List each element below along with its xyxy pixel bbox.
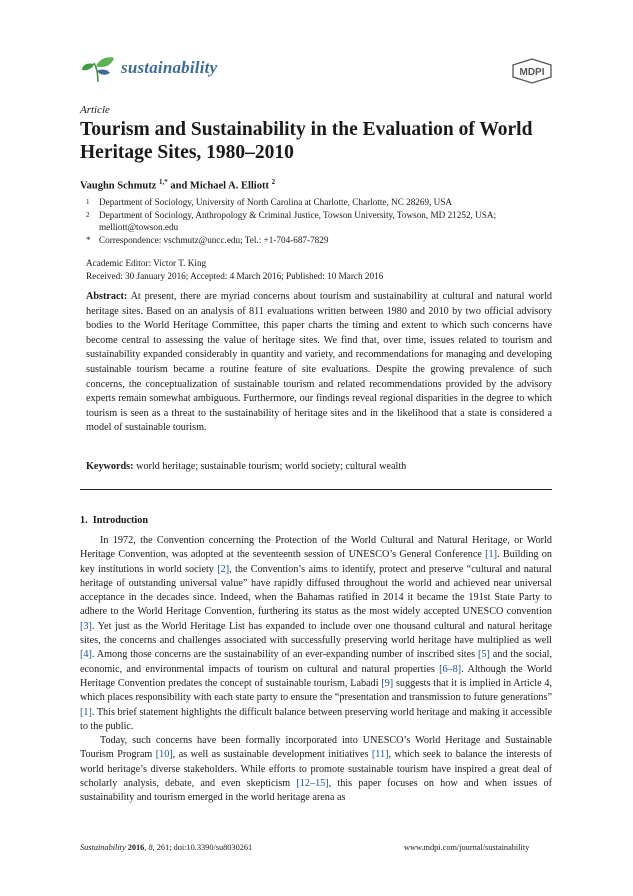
- author-conjunction: and: [167, 180, 190, 192]
- footer-doi: , 261; doi:10.3390/su8030261: [152, 843, 253, 852]
- keywords-label: Keywords:: [86, 461, 134, 472]
- section-heading: 1. Introduction: [80, 515, 149, 526]
- citation-link[interactable]: [4]: [80, 649, 92, 661]
- citation-link[interactable]: [3]: [80, 620, 92, 632]
- citation-link[interactable]: [6–8]: [439, 663, 462, 675]
- citation-link[interactable]: [5]: [478, 649, 490, 661]
- divider: [80, 489, 552, 490]
- citation-link[interactable]: [2]: [217, 563, 230, 575]
- author-marks: 2: [271, 178, 276, 186]
- keywords-text: world heritage; sustainable tourism; world society; cultural wealth: [133, 461, 407, 472]
- text-run: . Building on key institutions in world society: [80, 549, 552, 575]
- text-run: . This brief statement highlights the difficult balance between preserving world heritage and making it accessible to the public.: [80, 706, 552, 732]
- paper-title: Tourism and Sustainability in the Evaluation of World Heritage Sites, 1980–2010: [80, 119, 533, 163]
- text-run: suggests that it is implied in Article 4, which places responsibility with each state party to ensure the “presentation and transmission to future generations”: [80, 677, 552, 704]
- author-name: Michael A. Elliott: [189, 180, 269, 192]
- citation-link[interactable]: [11]: [371, 749, 389, 761]
- text-run: . Although the World Heritage Convention predates the concept of sustainable tourism, Labadi: [80, 663, 552, 689]
- abstract-label: Abstract:: [86, 291, 128, 302]
- text-run: , the Convention’s aims to identify, protect and preserve “cultural and natural heritage of outstanding universal value” have rapidly diffused throughout the world and achieved near universal acceptance in the decades since. Indeed, when the Bahamas ratified in 2014 it became the 191st State Party to adhere to the World Heritage Convention, furthering its status as the most widely accepted UNESCO convention: [80, 563, 552, 618]
- affiliation-number: *: [86, 234, 91, 245]
- citation-link[interactable]: [9]: [381, 677, 394, 689]
- affiliation-text: Department of Sociology, University of North Carolina at Charlotte, Charlotte, NC 28269, USA: [99, 197, 453, 207]
- journal-logo-icon: [80, 54, 116, 84]
- article-type: Article: [80, 104, 110, 116]
- affiliations: [86, 196, 556, 246]
- text-run: and the social, economic, and environmental impacts of tourism on cultural and natural properties: [80, 649, 552, 675]
- article-meta: [86, 257, 383, 282]
- affiliation-number: 1: [86, 198, 90, 206]
- affiliation: [86, 209, 556, 234]
- text-run: Today, such concerns have been formally incorporated into UNESCO’s World Heritage and Sustainable Tourism Program: [80, 735, 552, 761]
- abstract: [86, 290, 552, 436]
- author-marks: 1,*: [158, 178, 168, 186]
- abstract-text: At present, there are myriad concerns about tourism and sustainability at cultural and natural world heritage sites. Based on an analysis of 811 evaluations written between 1980 and 2010 by two official advisory bodies to the World Heritage Committee, this paper charts the timing and extent to which such concerns have become central to assessing the value of heritage sites. We find that, over time, issues related to tourism and sustainability expanded considerably in quantity and variety, and recommendations for managing and developing sustainable tourism became a routine feature of site evaluations. Despite the growing prevalence of such concerns, the conceptualization of sustainable tourism and related recommendations provided by the advisory experts remain somewhat ambiguous. Furthermore, our findings reveal regional disparities in the degree to which tourism is seen as a threat to the sustainability of heritage sites and in the likelihood that a state is considered a model of sustainable tourism.: [86, 291, 552, 434]
- footer-citation: Sustainability 2016, 8, 261; doi:10.3390/su8030261: [80, 843, 253, 852]
- affiliation: [86, 196, 556, 209]
- citation-link[interactable]: [1]: [80, 706, 92, 718]
- publication-dates: Received: 30 January 2016; Accepted: 4 March 2016; Published: 10 March 2016: [86, 270, 384, 281]
- mdpi-logo: [511, 58, 553, 84]
- academic-editor: Academic Editor: Victor T. King: [86, 258, 207, 268]
- journal-name: sustainability: [121, 58, 218, 77]
- text-run: , this paper focuses on how and when issues of sustainability and tourism emerged in the world heritage arena as: [80, 778, 553, 804]
- citation-link[interactable]: [10]: [155, 749, 173, 761]
- keywords: [86, 460, 552, 474]
- text-run: , as well as sustainable development initiatives: [172, 749, 372, 761]
- text-run: . Yet just as the World Heritage List has expanded to include over one thousand cultural and natural heritage sites, the concerns and challenges associated with successfully preserving world heritage have multiplied as well: [80, 620, 552, 647]
- footer-year: 2016: [127, 843, 145, 852]
- citation-link[interactable]: [1]: [485, 549, 498, 561]
- footer-volume: 8: [148, 843, 153, 852]
- text-run: In 1972, the Convention concerning the Protection of the World Cultural and Natural Heritage, or World Heritage Convention, was adopted at the seventeenth session of UNESCO’s General Conference: [80, 535, 552, 561]
- footer-journal: Sustainability: [80, 843, 126, 852]
- paragraph: [80, 534, 552, 734]
- paragraph: [80, 734, 552, 805]
- footer-url[interactable]: www.mdpi.com/journal/sustainability: [404, 843, 530, 852]
- correspondence: [86, 234, 556, 247]
- affiliation-text: Department of Sociology, Anthropology & Criminal Justice, Towson University, Towson, MD 21252, USA; melliott@towson.edu: [99, 209, 497, 233]
- svg-text:MDPI: MDPI: [519, 67, 545, 78]
- correspondence-text: Correspondence: vschmutz@uncc.edu; Tel.: +1-704-687-7829: [99, 234, 329, 245]
- text-run: . Among those concerns are the sustainability of an ever-expanding number of inscribed sites: [91, 649, 478, 661]
- author-name: Vaughn Schmutz: [80, 180, 157, 192]
- affiliation-number: 2: [86, 210, 90, 219]
- section-body: [80, 534, 552, 806]
- citation-link[interactable]: [12–15]: [296, 778, 329, 790]
- text-run: , which seek to balance the interests of world heritage’s diverse stakeholders. While efforts to promote sustainable tourism have inspired a great deal of scholarly analysis, debate, and even skepticism: [80, 749, 552, 790]
- author-list: [80, 178, 275, 192]
